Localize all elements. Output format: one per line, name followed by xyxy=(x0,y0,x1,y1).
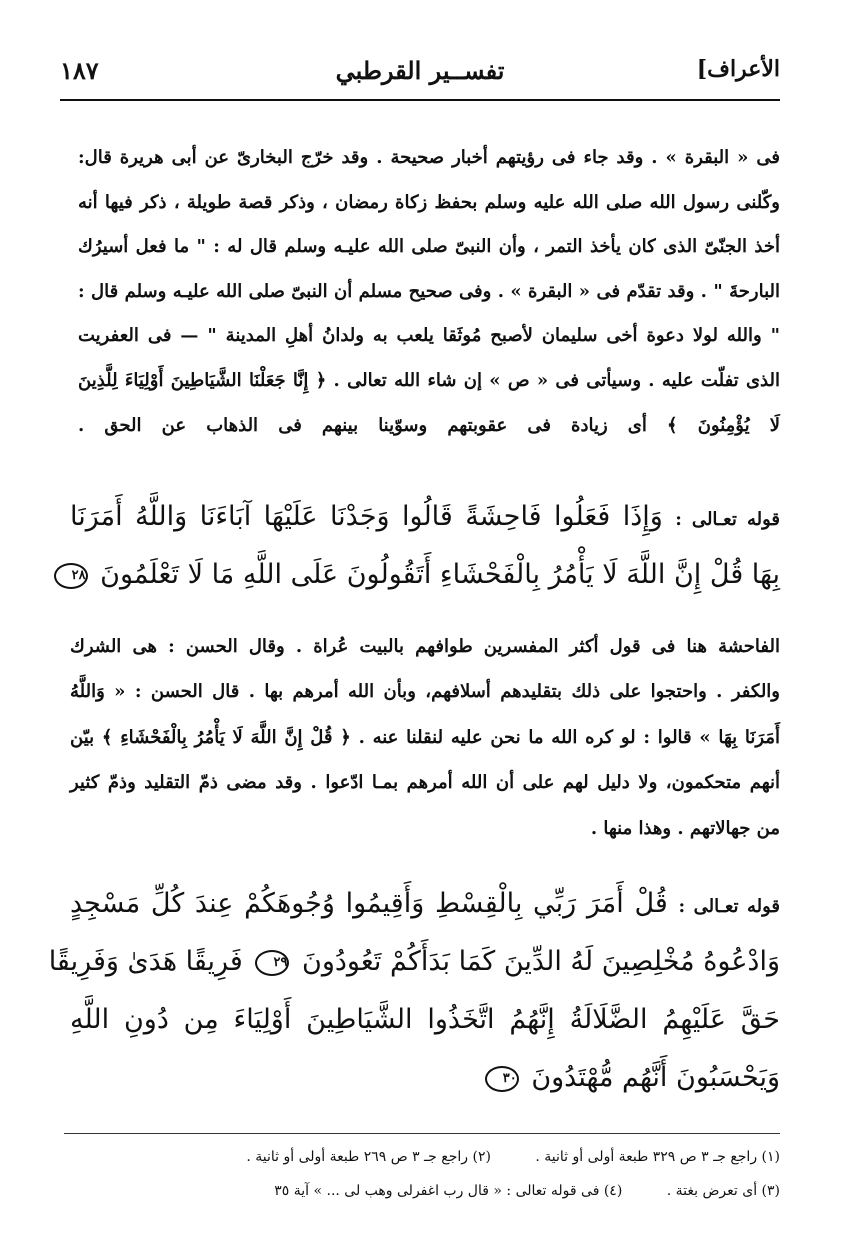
commentary-paragraph-1 xyxy=(78,136,780,448)
commentary-paragraph-2 xyxy=(70,624,780,851)
text-line: أخذ الجنّىّ الذى كان يأخذ التمر ، وأن النبىّ صلى الله عليـه وسلم قال له : " ما فعل أسيرُك xyxy=(78,236,780,258)
verse-line xyxy=(70,488,780,546)
footnotes xyxy=(70,1140,780,1208)
footnote-1: (١) راجع جـ ٣ ص ٣٢٩ طبعة أولى أو ثانية . xyxy=(535,1149,780,1165)
page-header xyxy=(60,50,780,98)
verse-intro: قوله تعـالى : xyxy=(678,896,780,917)
verse-text: قُلْ أَمَرَ رَبِّي بِالْقِسْطِ وَأَقِيمُوا وُجُوهَكُمْ عِندَ كُلِّ مَسْجِدٍ xyxy=(70,888,668,919)
page-number: ١٨٧ xyxy=(60,56,99,85)
text-line: الفاحشة هنا فى قول أكثر المفسرين طوافهم بالبيت عُراة . وقال الحسن : هى الشرك xyxy=(70,636,780,657)
text-line: من جهالاتهم . وهذا منها . xyxy=(590,817,780,839)
verse-text: وَيَحْسَبُونَ أَنَّهُم مُّهْتَدُونَ xyxy=(531,1062,780,1093)
footnote-row xyxy=(70,1174,780,1208)
verse-line xyxy=(70,875,780,933)
aya-number-marker: ٢٨ xyxy=(54,563,88,589)
verse-line xyxy=(70,1049,780,1107)
text-line: وكّلنى رسول الله صلى الله عليه وسلم بحفظ زكاة رمضان ، وذكر قصة طويلة ، ذكر فيها أنه xyxy=(78,191,780,213)
text-line: البارحةَ " . وقد تقدّم فى « البقرة » . وفى صحيح مسلم أن النبىّ صلى الله عليـه وسلم قال : xyxy=(78,280,780,302)
text-line: لَا يُؤْمِنُونَ ﴾ أى زيادة فى عقوبتهم وسوّينا بينهم فى الذهاب عن الحق . xyxy=(78,414,780,436)
aya-number-marker: ٣٠ xyxy=(485,1066,519,1092)
verse-intro: قوله تعـالى : xyxy=(675,509,780,530)
footnote-2: (٢) راجع جـ ٣ ص ٢٦٩ طبعة أولى أو ثانية . xyxy=(246,1149,491,1165)
book-title: تفســير القرطبي xyxy=(335,56,505,85)
text-line: والكفر . واحتجوا على ذلك بتقليدهم أسلافهم، وبأن الله أمرهم بها . قال الحسن : « وَاللَّهُ xyxy=(70,681,780,703)
verse-text: بِهَا قُلْ إِنَّ اللَّهَ لَا يَأْمُرُ بِالْفَحْشَاءِ أَتَقُولُونَ عَلَى اللَّهِ مَا لَا تَعْلَمُونَ xyxy=(100,559,780,590)
sura-name: الأعراف] xyxy=(696,56,780,82)
verse-line xyxy=(70,546,780,604)
text-line: " والله لولا دعوة أخى سليمان لأصبح مُوثَقا يلعب به ولدانُ أهلِ المدينة " — فى العفريت xyxy=(78,325,780,347)
footnote-3: (٣) أى تعرض بغتة . xyxy=(666,1183,780,1199)
text-line: أنهم متحكمون، ولا دليل لهم على أن الله أمرهم بمـا ادّعوا . وقد مضى ذمّ التقليد وذمّ كثير xyxy=(70,772,780,794)
quran-verses-29-30 xyxy=(48,875,780,1107)
verse-text: وَإِذَا فَعَلُوا فَاحِشَةً قَالُوا وَجَدْنَا عَلَيْهَا آبَاءَنَا وَاللَّهُ أَمَرَنَا xyxy=(70,501,663,532)
verse-text: وَادْعُوهُ مُخْلِصِينَ لَهُ الدِّينَ كَمَا بَدَأَكُمْ تَعُودُونَ xyxy=(302,946,780,977)
footnote-4: (٤) فى قوله تعالى : « قال رب اغفرلى وهب لى ... » آية ٣٥ xyxy=(274,1183,623,1199)
footnote-row xyxy=(70,1140,780,1174)
verse-text: حَقَّ عَلَيْهِمُ الضَّلَالَةُ إِنَّهُمُ اتَّخَذُوا الشَّيَاطِينَ أَوْلِيَاءَ مِن دُونِ اللَّهِ xyxy=(70,1004,780,1035)
verse-line xyxy=(70,991,780,1049)
header-divider xyxy=(60,99,780,101)
verse-line xyxy=(48,933,780,991)
aya-number-marker: ٢٩ xyxy=(255,950,289,976)
quran-verse-28 xyxy=(70,488,780,604)
footnote-divider xyxy=(64,1133,780,1134)
text-line: الذى تفلّت عليه . وسيأتى فى « ص » إن شاء الله تعالى . ﴿ إِنَّا جَعَلْنَا الشَّيَاطِينَ أَوْلِيَاءَ لِلَّذِينَ xyxy=(78,369,780,391)
text-line: فى « البقرة » . وقد جاء فى رؤيتهم أخبار صحيحة . وقد خرّج البخارىّ عن أبى هريرة قال: xyxy=(78,147,780,168)
verse-text: فَرِيقًا هَدَىٰ وَفَرِيقًا xyxy=(48,946,243,977)
text-line: أَمَرَنَا بِهَا » قالوا : لو كره الله ما نحن عليه لنقلنا عنه . ﴿ قُلْ إِنَّ اللَّهَ لَا يَأْمُرُ بِالْفَحْشَاءِ ﴾ بيّن xyxy=(70,726,780,748)
